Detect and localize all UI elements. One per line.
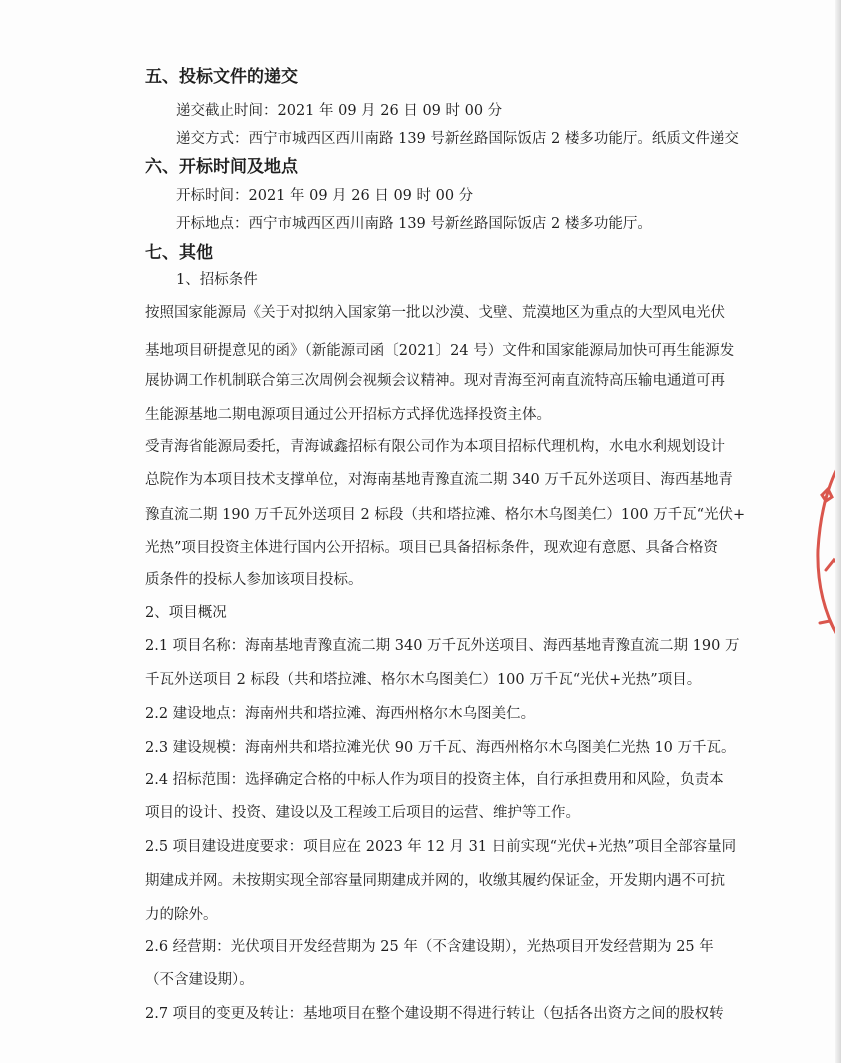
commission-line: 豫直流二期 190 万千瓦外送项目 2 标段（共和塔拉滩、格尔木乌图美仁）100 万千瓦“光伏+ [145,507,746,523]
page-edge-shadow [835,0,841,1063]
section-6-heading: 六、开标时间及地点 [145,157,298,177]
subsection-1-title: 1、招标条件 [176,272,258,288]
item-2-7: 2.7 项目的变更及转让：基地项目在整个建设期不得进行转让（包括各出资方之间的股权转 [145,1006,724,1022]
item-2-5-line: 2.5 项目建设进度要求：项目应在 2023 年 12 月 31 日前实现“光伏+光热”项目全部容量同 [145,839,737,855]
item-2-4-line: 项目的设计、投资、建设以及工程竣工后项目的运营、维护等工作。 [145,805,580,821]
tender-conditions-line: 按照国家能源局《关于对拟纳入国家第一批以沙漠、戈壁、荒漠地区为重点的大型风电光伏 [145,305,725,321]
item-2-3: 2.3 建设规模：海南州共和塔拉滩光伏 90 万千瓦、海西州格尔木乌图美仁光热 10 万千瓦。 [145,740,736,756]
item-2-6-line: 2.6 经营期：光伏项目开发经营期为 25 年（不含建设期），光热项目开发经营期为 25 年 [145,939,714,955]
item-2-5-line: 力的除外。 [145,907,218,923]
tender-conditions-line: 生能源基地二期电源项目通过公开招标方式择优选择投资主体。 [145,407,551,423]
item-2-4-line: 2.4 招标范围：选择确定合格的中标人作为项目的投资主体，自行承担费用和风险，负责本 [145,772,724,788]
item-2-1-line: 2.1 项目名称：海南基地青豫直流二期 340 万千瓦外送项目、海西基地青豫直流二期 190 万 [145,638,740,654]
section-7-heading: 七、其他 [145,243,213,263]
seal-glyph-mark [820,621,834,629]
submission-method: 递交方式：西宁市城西区西川南路 139 号新丝路国际饭店 2 楼多功能厅。纸质文件递交 [176,131,739,147]
commission-line: 受青海省能源局委托，青海诚鑫招标有限公司作为本项目招标代理机构，水电水利规划设计 [145,439,725,455]
seal-glyph-mark [822,489,832,501]
tender-conditions-line: 基地项目研提意见的函》（新能源司函〔2021〕24 号）文件和国家能源局加快可再生能源发 [145,343,735,359]
section-5-heading: 五、投标文件的递交 [145,67,298,87]
opening-place: 开标地点：西宁市城西区西川南路 139 号新丝路国际饭店 2 楼多功能厅。 [176,216,652,232]
submission-deadline: 递交截止时间：2021 年 09 月 26 日 09 时 00 分 [176,103,503,119]
commission-line: 光热”项目投资主体进行国内公开招标。项目已具备招标条件，现欢迎有意愿、具备合格资 [145,540,718,556]
opening-time: 开标时间：2021 年 09 月 26 日 09 时 00 分 [176,188,474,204]
item-2-1-line: 千瓦外送项目 2 标段（共和塔拉滩、格尔木乌图美仁）100 万千瓦“光伏+光热”项目。 [145,672,702,688]
commission-line: 总院作为本项目技术支撑单位，对海南基地青豫直流二期 340 万千瓦外送项目、海西基地青 [145,472,733,488]
subsection-2-title: 2、项目概况 [145,605,227,621]
item-2-6-line: （不含建设期）。 [145,972,254,988]
item-2-2: 2.2 建设地点：海南州共和塔拉滩、海西州格尔木乌图美仁。 [145,706,536,722]
item-2-5-line: 期建成并网。未按期实现全部容量同期建成并网的，收缴其履约保证金，开发期内遇不可抗 [145,873,725,889]
commission-line: 质条件的投标人参加该项目投标。 [145,572,363,588]
tender-conditions-line: 展协调工作机制联合第三次周例会视频会议精神。现对青海至河南直流特高压输电通道可再 [145,373,725,389]
